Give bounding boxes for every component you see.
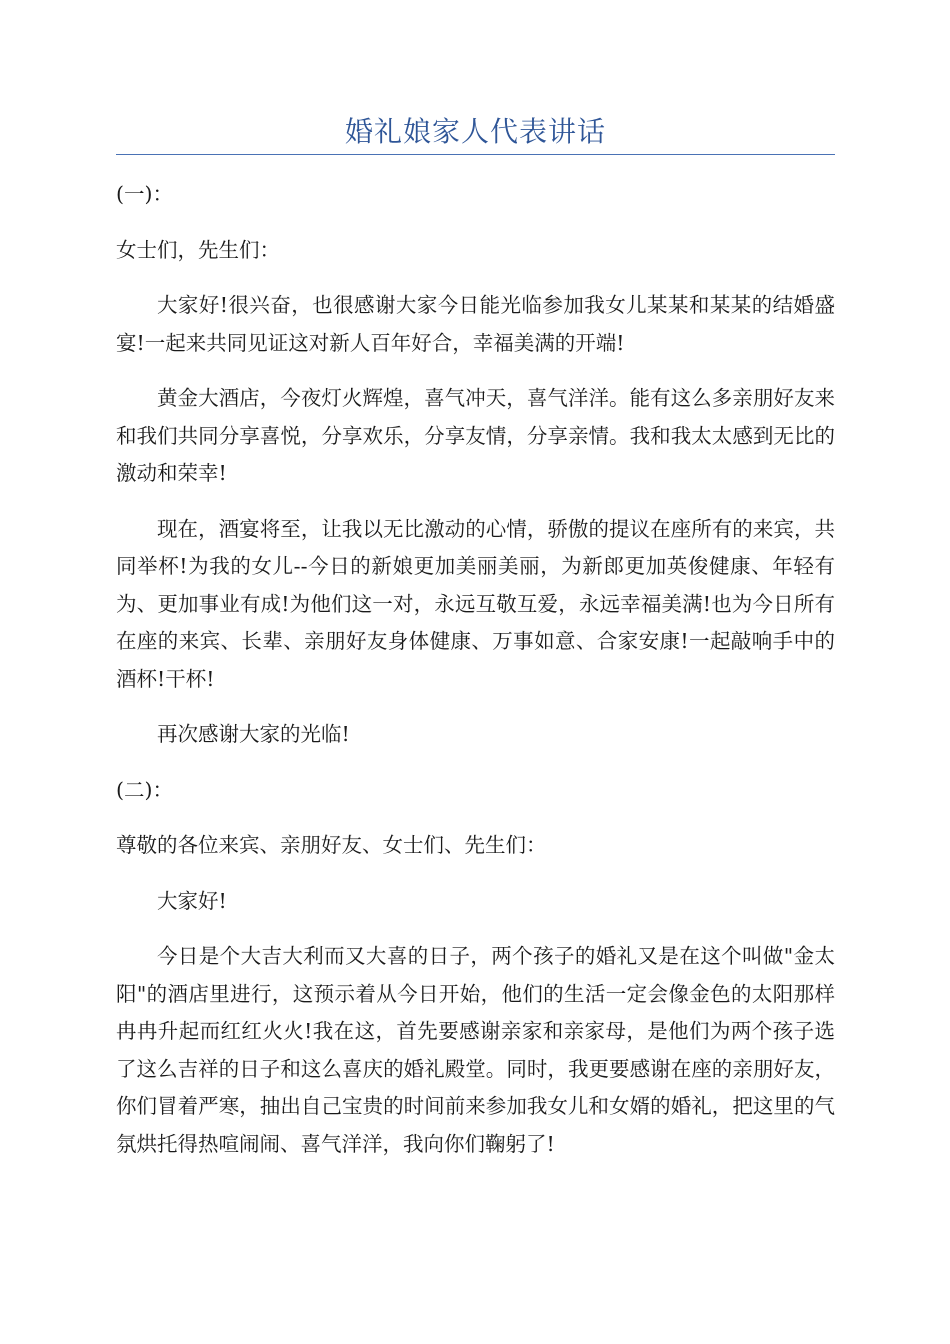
document-title: 婚礼娘家人代表讲话 xyxy=(344,115,606,148)
section-heading-2: (二)： xyxy=(116,777,173,802)
paragraph: 现在，酒宴将至，让我以无比激动的心情，骄傲的提议在座所有的来宾，共同举杯!为我的女儿--今日的新娘更加美丽美丽，为新郎更加英俊健康、年轻有为、更加事业有成!为他们这一对，永远互敬互爱，永远幸福美满!也为今日所有在座的来宾、长辈、亲朋好友身体健康、万事如意、合家安康!一起敲响手中的酒杯!干杯! xyxy=(116,516,835,691)
salutation-2: 尊敬的各位来宾、亲朋好友、女士们、先生们： xyxy=(116,833,547,857)
paragraph: 再次感谢大家的光临! xyxy=(157,722,350,746)
section-heading-1: (一)： xyxy=(116,182,173,206)
paragraph: 黄金大酒店，今夜灯火辉煌，喜气冲天，喜气洋洋。能有这么多亲朋好友来和我们共同分享喜悦，分享欢乐，分享友情，分享亲情。我和我太太感到无比的激动和荣幸! xyxy=(116,386,835,485)
salutation-1: 女士们，先生们： xyxy=(116,237,280,262)
paragraph: 大家好!很兴奋，也很感谢大家今日能光临参加我女儿某某和某某的结婚盛宴!一起来共同见证这对新人百年好合，幸福美满的开端! xyxy=(116,293,835,355)
paragraph: 大家好! xyxy=(157,888,227,913)
title-underline xyxy=(116,154,835,155)
document-body xyxy=(116,176,835,1181)
paragraph: 今日是个大吉大利而又大喜的日子，两个孩子的婚礼又是在这个叫做"金太阳"的酒店里进行，这预示着从今日开始，他们的生活一定会像金色的太阳那样冉冉升起而红红火火!我在这，首先要感谢亲家和亲家母，是他们为两个孩子选了这么吉祥的日子和这么喜庆的婚礼殿堂。同时，我更要感谢在座的亲朋好友，你们冒着严寒，抽出自己宝贵的时间前来参加我女儿和女婿的婚礼，把这里的气氛烘托得热喧闹闹、喜气洋洋，我向你们鞠躬了! xyxy=(116,944,835,1156)
